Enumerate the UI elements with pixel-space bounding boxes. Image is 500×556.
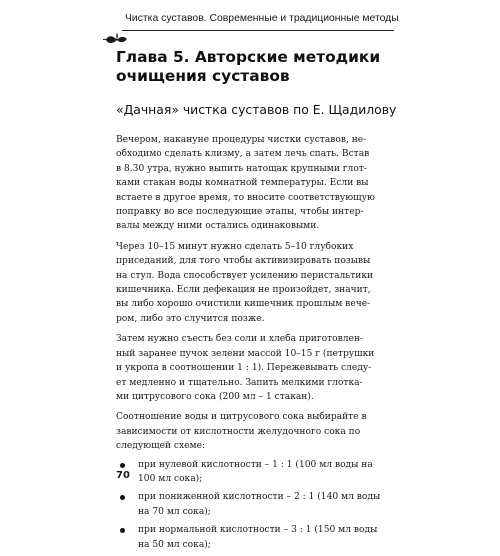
text-line: при нормальной кислотности – 3 : 1 (150 мл воды [138,525,378,536]
text-line: валы между ними остались одинаковыми. [116,221,320,232]
text-line: Через 10–15 минут нужно сделать 5–10 глубоких [116,241,354,252]
paragraph [116,410,388,453]
text-line: на 50 мл сока); [138,539,211,550]
text-line: ный заранее пучок зелени массой 10–15 г (петрушки [116,348,375,359]
text-line: приседаний, для того чтобы активизировать позывы [116,256,371,267]
text-line: при пониженной кислотности – 2 : 1 (140 мл воды [138,492,381,503]
text-line: при нулевой кислотности – 1 : 1 (100 мл воды на [138,459,373,470]
text-line: встаете в другое время, то вносите соответствующую [116,192,375,203]
text-line: ром, либо это случится позже. [116,313,265,324]
bullet-list [116,458,388,552]
text-line: зависимости от кислотности желудочного сока по [116,426,361,437]
list-item [116,458,388,487]
text-line: следующей схеме: [116,441,206,452]
text-line: ками стакан воды комнатной температуры. Если вы [116,178,369,189]
text-line: обходимо сделать клизму, а затем лечь спать. Встав [116,149,370,160]
page-number: 70 [116,470,130,481]
text-line: Соотношение воды и цитрусового сока выбирайте в [116,412,367,423]
running-header [103,7,399,37]
text-line: ет медленно и тщательно. Запить мелкими глотка- [116,377,363,388]
chapter-title-line: очищения суставов [116,67,290,85]
bullet-icon [120,528,125,533]
text-line: на 70 мл сока); [138,506,211,517]
text-line: 100 мл сока); [138,473,203,484]
leaf-ornament-icon [106,33,128,47]
section-title: «Дачная» чистка суставов по Е. Щадилову [116,102,397,117]
text-line: на стул. Вода способствует усилению перистальтики [116,270,374,281]
list-item [116,490,388,519]
text-line: вы либо хорошо очистили кишечник прошлым вече- [116,299,371,310]
list-item [116,523,388,552]
running-title: Чистка суставов. Современные и традиционные методы [125,13,399,24]
text-line: Вечером, накануне процедуры чистки суставов, не- [116,135,367,145]
chapter-title-line: Глава 5. Авторские методики [116,48,381,66]
text-line: ми цитрусового сока (200 мл – 1 стакан). [116,391,314,402]
text-line: в 8.30 утра, нужно выпить натощак крупными глот- [116,163,367,174]
paragraph [116,240,388,326]
text-line: поправку во все последующие этапы, чтобы интер- [116,207,364,218]
text-line: кишечника. Если дефекация не произойдет, значит, [116,285,371,296]
paragraph [116,133,388,234]
bullet-icon [120,463,125,468]
chapter-title [116,48,386,86]
body-text [116,133,388,556]
paragraph [116,332,388,404]
text-line: Затем нужно съесть без соли и хлеба приготовлен- [116,334,364,345]
text-line: и укропа в соотношении 1 : 1). Пережевывать следу- [116,363,372,374]
header-rule [122,30,394,31]
